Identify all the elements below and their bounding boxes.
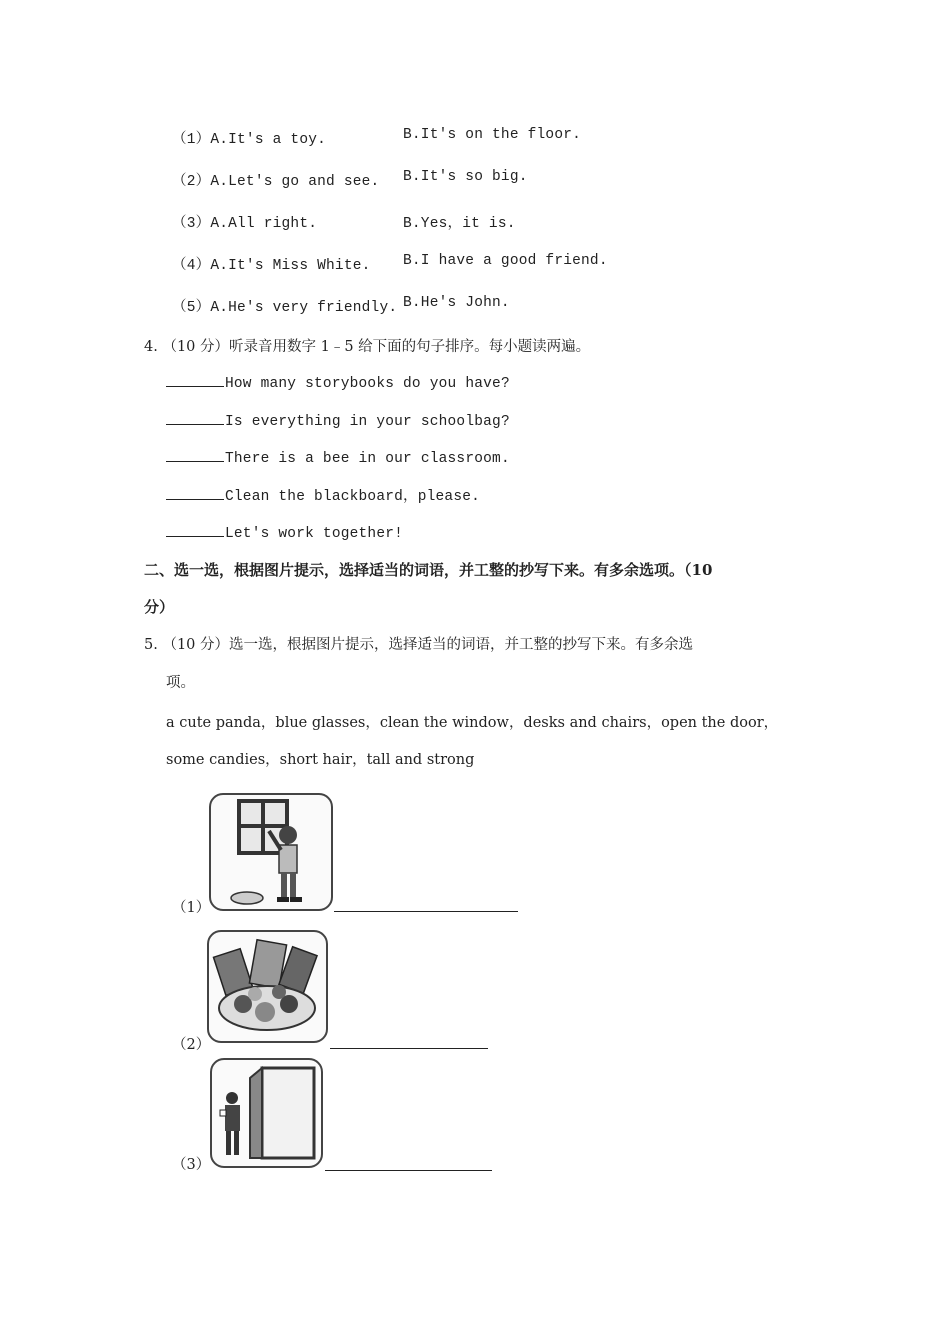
q4-sentence-4 bbox=[166, 484, 480, 505]
q4-sentence-3-text: There is a bee in our classroom. bbox=[225, 451, 510, 467]
q3-option-4-b: B.I have a good friend. bbox=[403, 253, 608, 269]
q5-item-2-answer-line[interactable] bbox=[330, 1048, 488, 1049]
q3-option-3-b: B.Yes，it is. bbox=[403, 216, 516, 232]
answer-blank[interactable] bbox=[166, 447, 224, 462]
q4-sentence-2-text: Is everything in your schoolbag? bbox=[225, 414, 510, 430]
q3-option-2 bbox=[172, 169, 379, 190]
q3-option-2-a: A.Let's go and see. bbox=[210, 174, 380, 190]
q4-sentence-5-text: Let's work together! bbox=[225, 526, 404, 542]
q4-sentence-2 bbox=[166, 410, 510, 430]
answer-blank[interactable] bbox=[166, 410, 224, 425]
q4-sentence-1-text: How many storybooks do you have? bbox=[225, 376, 510, 392]
q5-word-bank-line2: some candies，short hair，tall and strong bbox=[166, 752, 475, 768]
q3-option-1-b: B.It's on the floor. bbox=[403, 127, 582, 143]
q3-option-4-num: （4） bbox=[172, 258, 211, 274]
q3-option-5-num: （5） bbox=[172, 300, 211, 316]
q3-option-5 bbox=[172, 295, 397, 316]
q5-item-1-num: （1） bbox=[172, 900, 211, 916]
clean-window-picture bbox=[209, 793, 333, 911]
candy-pile-illustration bbox=[209, 932, 326, 1041]
q3-option-4-a: A.It's Miss White. bbox=[210, 258, 371, 274]
boy-cleaning-window-illustration bbox=[211, 795, 331, 909]
q3-option-3 bbox=[172, 211, 317, 232]
answer-blank[interactable] bbox=[166, 372, 224, 387]
q4-title: 4. （10 分）听录音用数字 1﹣5 给下面的句子排序。每小题读两遍。 bbox=[144, 339, 591, 355]
q5-item-3-answer-line[interactable] bbox=[325, 1170, 492, 1171]
q3-option-3-a: A.All right. bbox=[210, 216, 318, 232]
q3-option-5-a: A.He's very friendly. bbox=[210, 300, 398, 316]
q5-word-bank-line1: a cute panda，blue glasses，clean the window，desks and chairs，open the door， bbox=[166, 715, 779, 731]
answer-blank[interactable] bbox=[166, 522, 224, 537]
q3-option-1 bbox=[172, 127, 326, 148]
q3-option-5-b: B.He's John. bbox=[403, 295, 510, 311]
q5-item-2-num: （2） bbox=[172, 1037, 211, 1053]
answer-blank[interactable] bbox=[166, 485, 224, 500]
q4-sentence-5 bbox=[166, 522, 403, 542]
open-door-picture bbox=[210, 1058, 323, 1168]
q3-option-1-num: （1） bbox=[172, 132, 211, 148]
q5-item-1-answer-line[interactable] bbox=[334, 911, 518, 912]
q4-sentence-3 bbox=[166, 447, 510, 467]
man-opening-door-illustration bbox=[212, 1060, 321, 1166]
q5-title-line2: 项。 bbox=[166, 675, 195, 691]
q5-title-line1: 5. （10 分）选一选，根据图片提示，选择适当的词语，并工整的抄写下来。有多余选 bbox=[144, 637, 694, 653]
q3-option-4 bbox=[172, 253, 371, 274]
q4-sentence-1 bbox=[166, 372, 510, 392]
q3-option-3-num: （3） bbox=[172, 216, 211, 232]
candies-picture bbox=[207, 930, 328, 1043]
q5-item-3-num: （3） bbox=[172, 1157, 211, 1173]
section2-heading-line1: 二、选一选，根据图片提示，选择适当的词语，并工整的抄写下来。有多余选项。（10 bbox=[144, 561, 713, 579]
q3-option-1-a: A.It's a toy. bbox=[210, 132, 327, 148]
q4-sentence-4-text: Clean the blackboard，please. bbox=[225, 489, 481, 505]
section2-heading-line2: 分） bbox=[144, 598, 175, 616]
q3-option-2-b: B.It's so big. bbox=[403, 169, 528, 185]
q3-option-2-num: （2） bbox=[172, 174, 211, 190]
